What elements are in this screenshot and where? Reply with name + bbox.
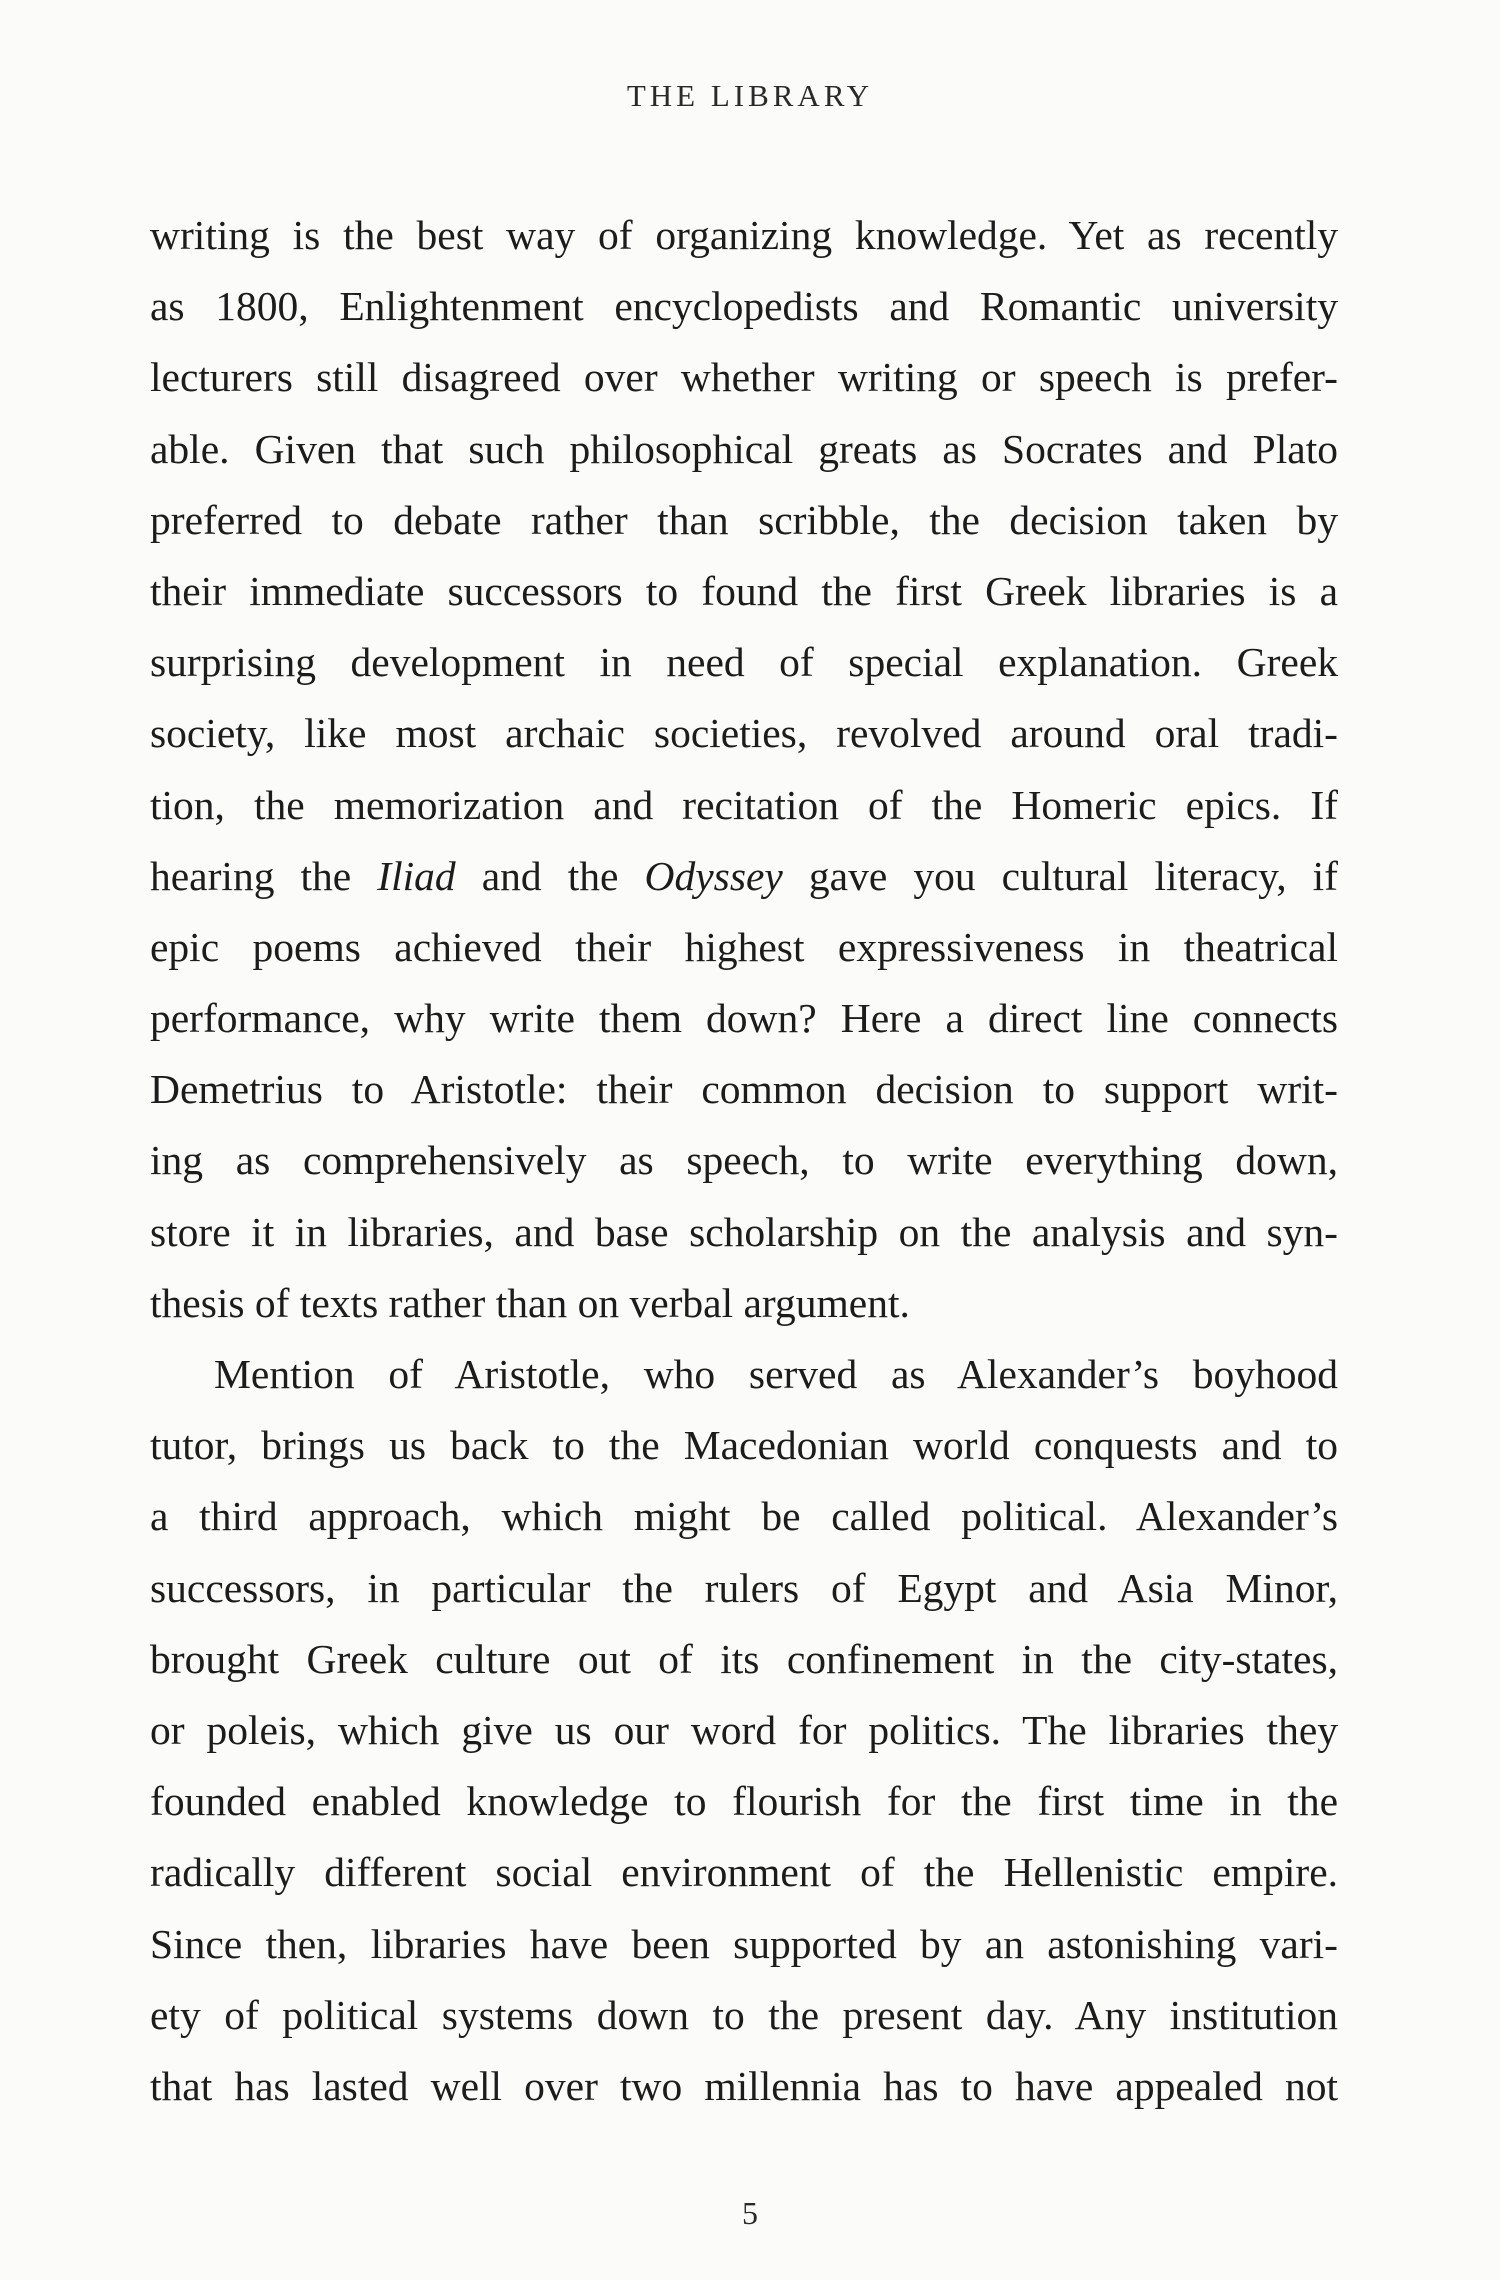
text-line: surprising development in need of special explanation. Greek [150,639,1338,686]
text-line: a third approach, which might be called political. Alexander’s [150,1493,1338,1540]
text-line: successors, in particular the rulers of Egypt and Asia Minor, [150,1564,1338,1611]
text-line: society, like most archaic societies, revolved around oral tradi- [150,710,1338,757]
text-line: as 1800, Enlightenment encyclopedists and Romantic university [150,283,1338,330]
text-line: tutor, brings us back to the Macedonian world conquests and to [150,1422,1338,1469]
text-line: epic poems achieved their highest expressiveness in theatrical [150,923,1338,970]
text-line: preferred to debate rather than scribble, the decision taken by [150,496,1338,543]
running-head: THE LIBRARY [626,78,874,113]
text-line: ety of political systems down to the present day. Any institution [150,1991,1338,2038]
text-line: able. Given that such philosophical greats as Socrates and Plato [150,425,1338,472]
text-line: tion, the memorization and recitation of the Homeric epics. If [150,781,1338,828]
paragraph [150,200,1338,1339]
text-line: or poleis, which give us our word for politics. The libraries they [150,1706,1338,1753]
text-line: radically different social environment of the Hellenistic empire. [150,1849,1338,1896]
text-line: Since then, libraries have been supported by an astonishing vari- [150,1920,1338,1967]
text-line: writing is the best way of organizing knowledge. Yet as recently [150,212,1338,258]
paragraph [150,1339,1338,2122]
text-line: store it in libraries, and base scholarship on the analysis and syn- [150,1208,1338,1255]
text-line: Mention of Aristotle, who served as Alexander’s boyhood [214,1351,1338,1397]
text-line: ing as comprehensively as speech, to write everything down, [150,1137,1338,1184]
text-line: brought Greek culture out of its confinement in the city-states, [150,1635,1338,1682]
text-line: hearing the Iliad and the Odyssey gave you cultural literacy, if [150,852,1338,899]
text-line: that has lasted well over two millennia has to have appealed not [150,2062,1338,2109]
text-line: lecturers still disagreed over whether writing or speech is prefer- [150,354,1338,401]
text-line: founded enabled knowledge to flourish for the first time in the [150,1778,1338,1825]
text-line: Demetrius to Aristotle: their common decision to support writ- [150,1066,1338,1113]
text-line: performance, why write them down? Here a direct line connects [150,995,1338,1042]
page-number: 5 [742,2195,758,2231]
body-text [150,200,1338,2122]
text-line: thesis of texts rather than on verbal argument. [150,1279,910,1326]
text-line: their immediate successors to found the first Greek libraries is a [150,567,1338,614]
